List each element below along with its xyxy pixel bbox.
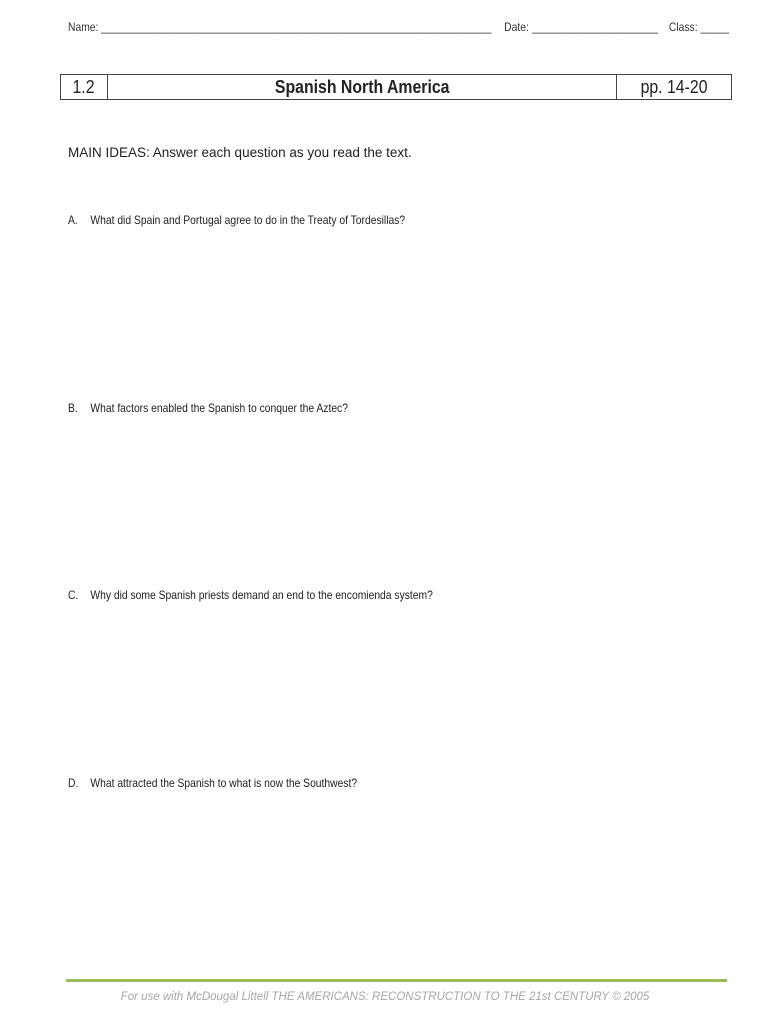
question-text: Why did some Spanish priests demand an end to the encomienda system? (90, 588, 433, 602)
class-field[interactable]: Class: _____ (668, 20, 730, 34)
question-letter: A. (68, 213, 78, 227)
question-text: What attracted the Spanish to what is now the Southwest? (90, 776, 358, 790)
question-d (68, 776, 357, 790)
student-info-header (68, 20, 730, 38)
question-b (68, 401, 348, 415)
date-field[interactable]: Date: ______________________ (504, 20, 658, 34)
footer-credit: For use with McDougal Littell THE AMERICANS: RECONSTRUCTION TO THE 21st CENTURY © 2005 (120, 991, 650, 1003)
question-letter: B. (68, 401, 78, 415)
name-field[interactable]: Name: ____________________________________________________________________ (68, 20, 492, 34)
section-number: 1.2 (72, 76, 96, 97)
section-title: Spanish North America (274, 76, 450, 97)
question-text: What factors enabled the Spanish to conquer the Aztec? (90, 401, 348, 415)
footer-divider (66, 979, 727, 982)
question-letter: D. (68, 776, 79, 790)
question-a (68, 213, 405, 227)
section-number-cell (61, 75, 108, 99)
question-letter: C. (68, 588, 79, 602)
page-range-cell (617, 75, 731, 99)
question-text: What did Spain and Portugal agree to do in the Treaty of Tordesillas? (90, 213, 406, 227)
section-title-cell (108, 75, 617, 99)
page-range: pp. 14-20 (640, 76, 708, 97)
instructions: MAIN IDEAS: Answer each question as you read the text. (68, 145, 412, 160)
question-c (68, 588, 433, 602)
section-title-table (60, 74, 732, 100)
